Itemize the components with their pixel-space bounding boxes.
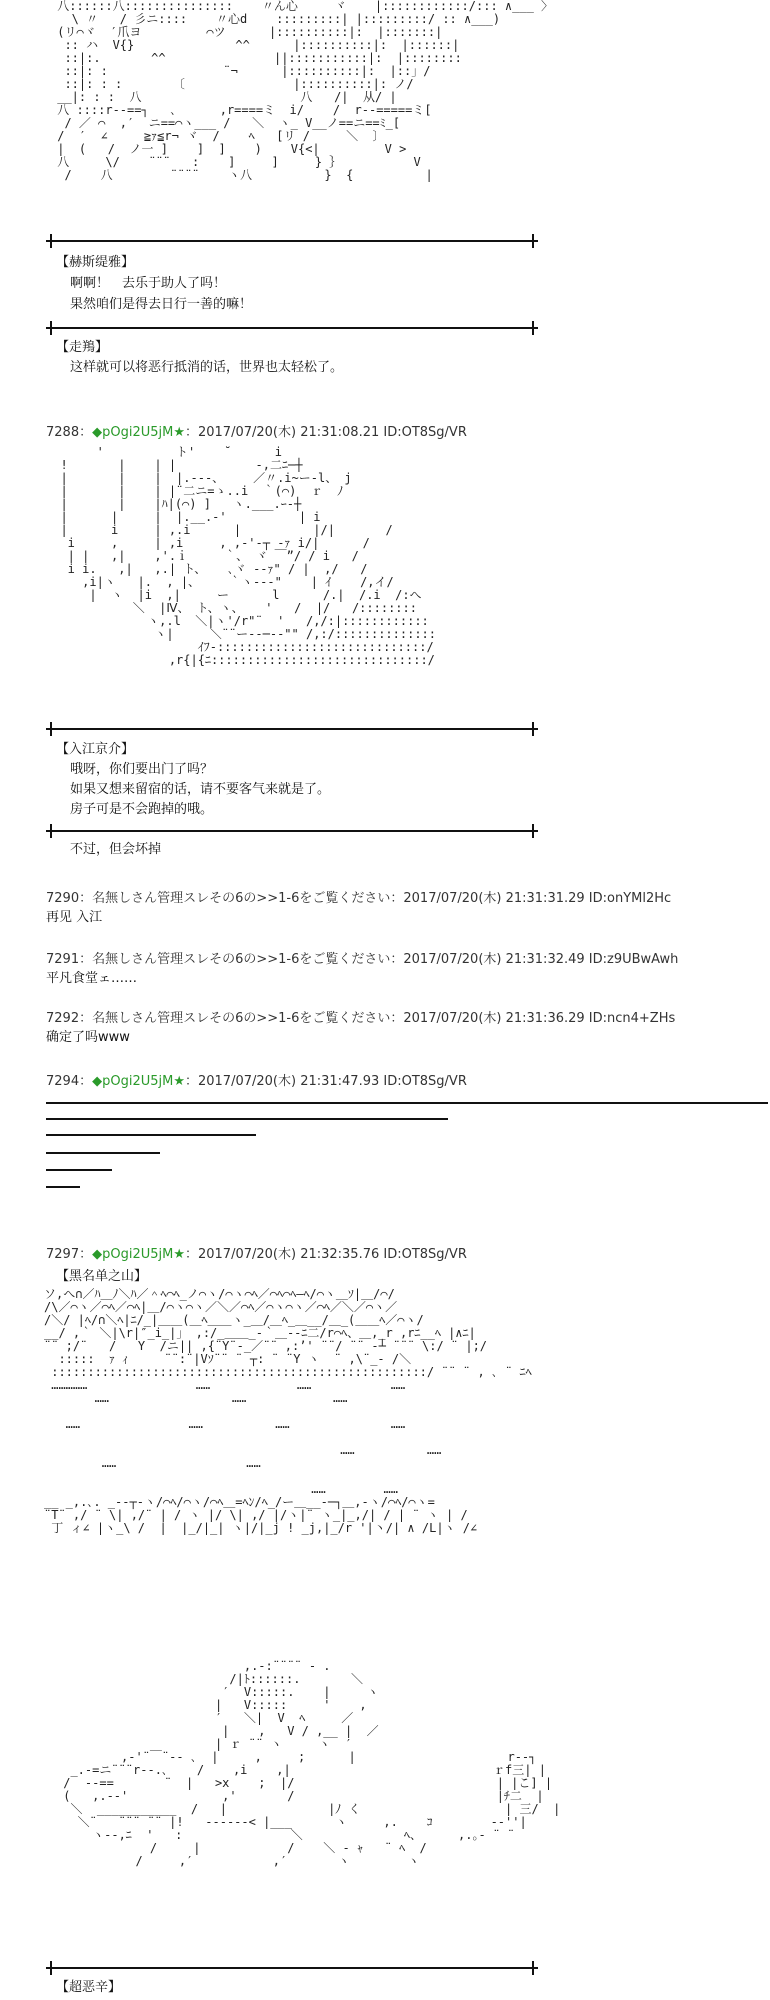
staircase-bar — [46, 1134, 256, 1136]
dialogue-line: 不过，但会坏掉 — [70, 842, 162, 857]
speaker-label: 【入江京介】 — [56, 742, 135, 757]
poster-trip: ◆pOgi2U5jM★ — [92, 1247, 185, 1262]
poster-trip: ◆pOgi2U5jM★ — [92, 425, 185, 440]
post-number: 7291 — [46, 952, 80, 967]
post-number: 7288： — [46, 425, 93, 440]
post-meta: 2017/07/20(木) 21:31:31.29 ID:onYMl2Hc — [403, 891, 672, 906]
poster-name: ：名無しさん管理スレその6の>>1-6をご覧ください： — [79, 891, 404, 906]
dialogue-line: 哦呀，你们要出门了吗？ — [70, 762, 214, 777]
dialogue-line: 如果又想来留宿的话，请不要客气来就是了。 — [70, 782, 331, 797]
post-header — [46, 1246, 467, 1263]
post-meta: ：2017/07/20(木) 21:32:35.76 ID:OT8Sg/VR — [184, 1247, 467, 1262]
staircase-bar — [46, 1102, 768, 1104]
speech-divider — [46, 1967, 538, 1969]
staircase-bar — [46, 1118, 448, 1120]
post-number: 7290 — [46, 891, 80, 906]
dialogue-line: 啊啊！ 去乐于助人了吗！ — [70, 276, 227, 291]
post-number: 7294： — [46, 1074, 93, 1089]
reply-header — [46, 890, 671, 907]
reply-body: 再见 入江 — [46, 910, 103, 925]
speech-divider — [46, 728, 538, 730]
staircase-bar — [46, 1169, 112, 1171]
post-meta: ：2017/07/20(木) 21:31:08.21 ID:OT8Sg/VR — [184, 425, 467, 440]
ascii-art-scene1: 八::::::八::::::::::::::: 〃ん心 ヾ |::::::::::::/::: ∧___ 〉 \ 〃 / 彡ニ:::: 〃心d :::::::::| |:::::::::/ :: ∧___) (リ⌒ヾ ′爪ヨ ⌒ツ |::::::::::|: |:::::::| :: ハ V{} ^^ |::::::::::|: |::::::| ::|:. ^^ ||:::::::::::|: |:::::::: ::|: : ¨¬ |::::::::::|: |::」/ ::|: : : 〔 |::::::::::|: ノ/ __|: : : 八 八 /| 从/ | 八 ::::r--==┐ ､ ,r====ミ i/ / r--=====ミ[ / ／ ⌒ ,′ ニ==⌒ヽ___ / ＼ ヽ_ V__ノ==ニ==ﾐ_[ / ′ ∠ ≧ｧ≦r¬ ヾ / ﾍ [リ / ＼ 〕 | ( / ノ一 ] ] ] ) V{<| V > 八 \/ ¨¨¨ : ] ] } ｝ V / 八 ¨¨¨¨ ヽ八 } { | — [57, 0, 554, 182]
speaker-label: 【赫斯缇雅】 — [56, 255, 135, 270]
poster-name: ：名無しさん管理スレその6の>>1-6をご覧ください： — [79, 1011, 404, 1026]
dialogue-line: 这样就可以将恶行抵消的话，世界也太轻松了。 — [70, 360, 344, 375]
dialogue-line: 果然咱们是得去日行一善的嘛！ — [70, 297, 253, 312]
reply-header — [46, 1010, 675, 1027]
staircase-bar — [46, 1186, 80, 1188]
reply-body: 平凡食堂ェ…… — [46, 971, 138, 986]
post-header — [46, 424, 467, 441]
post-meta: 2017/07/20(木) 21:31:32.49 ID:z9UBwAwh — [403, 952, 679, 967]
post-number: 7292 — [46, 1011, 80, 1026]
post-meta: 2017/07/20(木) 21:31:36.29 ID:ncn4+ZHs — [403, 1011, 676, 1026]
ascii-art-blacklist-mountain: ソ,へ∩／ﾊ＿ﾉ＼ﾊ／＾ﾍ⌒ﾍ_ノ⌒ヽ/⌒ヽ⌒ﾍ／⌒ﾍ⌒ﾍ―ﾍ/⌒ヽ＿ｿ|＿/⌒/ /\／⌒ヽ／⌒ﾍ／⌒ﾍ|＿/⌒ヽ⌒ヽ／＼／⌒ﾍ／⌒ヽ⌒ヽ／⌒ﾍ／＼／⌒ヽ／ /＼/ |ﾍ/∩＼ﾍ|ﾆ/_|＿＿(＿ﾍ＿＿ヽ_＿/＿ﾍ_＿__/＿_(＿＿ﾍ／⌒ヽ/ __/ ,｀ ＼|\r|″_i_|」 ,:/_＿＿_-｀＿--ﾆ二/r⌒ﾍ、＿,_r ,rﾆ__ﾍ |∧ﾆ| ¨¨ ;/¨ / Y /ニ|| ,{¨Y¨‐_／¨¨ ,:’' ¨¨/ ¨¨ ‐┴ ¨¨¨ \:/ ¨ |;/ ::::: ｧ ｨ ¨¨:¨|Vｿ¨¨ ¨ ┬: ¨ ¨Y ヽ ¨ ,\¨_‐ /＼ ::::::::::::::::::::::::::::::::::::::::::::::::::::/ ¨¨ ¨ , ､ ¨ ﾆﾍ …………… …… …… …… …… …… …… …… …… …… …… …… …… …… …… …… …… __ _,.､. _--┬-ヽ/⌒ﾍ/⌒ヽ/⌒ﾍ＿=ﾍﾝ/ﾍ_/ー＿__-─┐＿,-ヽ/⌒ﾍ/⌒ヽ= ¨T¨ ,/ ¨ \| ,/¨ | / ヽ |/ \| ,/ |/ヽ|¨ ヽ_|_,/| / | ¨ ヽ | / 丁 ィ∠ |ヽ_\ / | |_/|_| ヽ|/|_j ! _j,|_/r '|丶/| ∧ /L|ヽ /∠ — [44, 1287, 532, 1535]
speech-divider — [46, 830, 538, 832]
poster-name: ：名無しさん管理スレその6の>>1-6をご覧ください： — [79, 952, 404, 967]
poster-trip: ◆pOgi2U5jM★ — [92, 1074, 185, 1089]
post-number: 7297： — [46, 1247, 93, 1262]
speech-divider — [46, 240, 538, 242]
speaker-label: 【超恶辛】 — [56, 1980, 122, 1995]
reply-body: 确定了吗www — [46, 1030, 130, 1045]
speech-divider — [46, 327, 538, 329]
staircase-bar — [46, 1152, 160, 1154]
speaker-label: 【黑名单之山】 — [56, 1269, 148, 1284]
reply-header — [46, 951, 678, 968]
speaker-label: 【走鴹】 — [56, 340, 109, 355]
post-meta: ：2017/07/20(木) 21:31:47.93 ID:OT8Sg/VR — [184, 1074, 467, 1089]
post-header — [46, 1073, 467, 1090]
ascii-art-irie: ' ト' ˘ i ! | | | -,二ﾆ─┼ | | | |.---、 ／〃.i~ー-l、 j | | | |¨二ニ=ゝ..i ｀(⌒) ｒ ﾉ | | |ﾊ|(⌒) ] ヽ.___.ｰ-┼ | | | |.__.-' | i | i | ,.i | |/| / i , | ,i , ,-'‐┬ ‐ｧ i/| / | | ,| ,'.ｉ ｀、 ヾ ￣”/ / i / i i. ,| ,.| ト、 ､ヾ ‐-ｧ" / | ,/ / ,i|ヽ |. , |、 ｀ヽ--‐" | ｲ /,イ/ | ヽ |i ,| ー l /.| /.i /:へ ＼ |Ⅳ、 ト、ヽ、 ' / |/ /:::::::: ヽ,.l ＼|ヽ'/r"¨ ' /,/:|:::::::::::: ヽ| ＼¨¨ー--─‐‐"" /,:/:::::::::::::: ｲﾌ-:::::::::::::::::::::::::::::/ ,r{|{ﾆ::::::::::::::::::::::::::::::/ — [60, 445, 437, 667]
ascii-art-character: ,.-:¨¨¨¨ - . /|ﾄ::::::. ＼ ′ V:::::. | ヽ | V::::: ' , ′ ＼| V ﾍ ／ | , V / ,__ | ／ | ｒ ¨¨ ヽ ヽ ′ ,-'¨￣¨‐- ､ | , ; | r-‐┐ _.-=ニ¨¨¨r--.､ / ,i ,| ｒf三| | / ‐-== ¨ | >x ; |/ | |こ] | ( ,.-‐' ,' / |ﾁ二 | ＼ ___________ / | |ﾉ く | 三/ | ＼¨ ¨¨¨ ¨¨ |! -----‐< |___ ヽ ,. ｺ ‐‐''| ヽ-‐,ﾆ ' : ＼ ﾍ、 ,.｡‐ ¨ ¨ / | / ＼ ‐ ｬ ¨ ﾍ / / ,′ ,′ ヽ ヽ — [63, 1659, 561, 1868]
dialogue-line: 房子可是不会跑掉的哦。 — [70, 802, 214, 817]
